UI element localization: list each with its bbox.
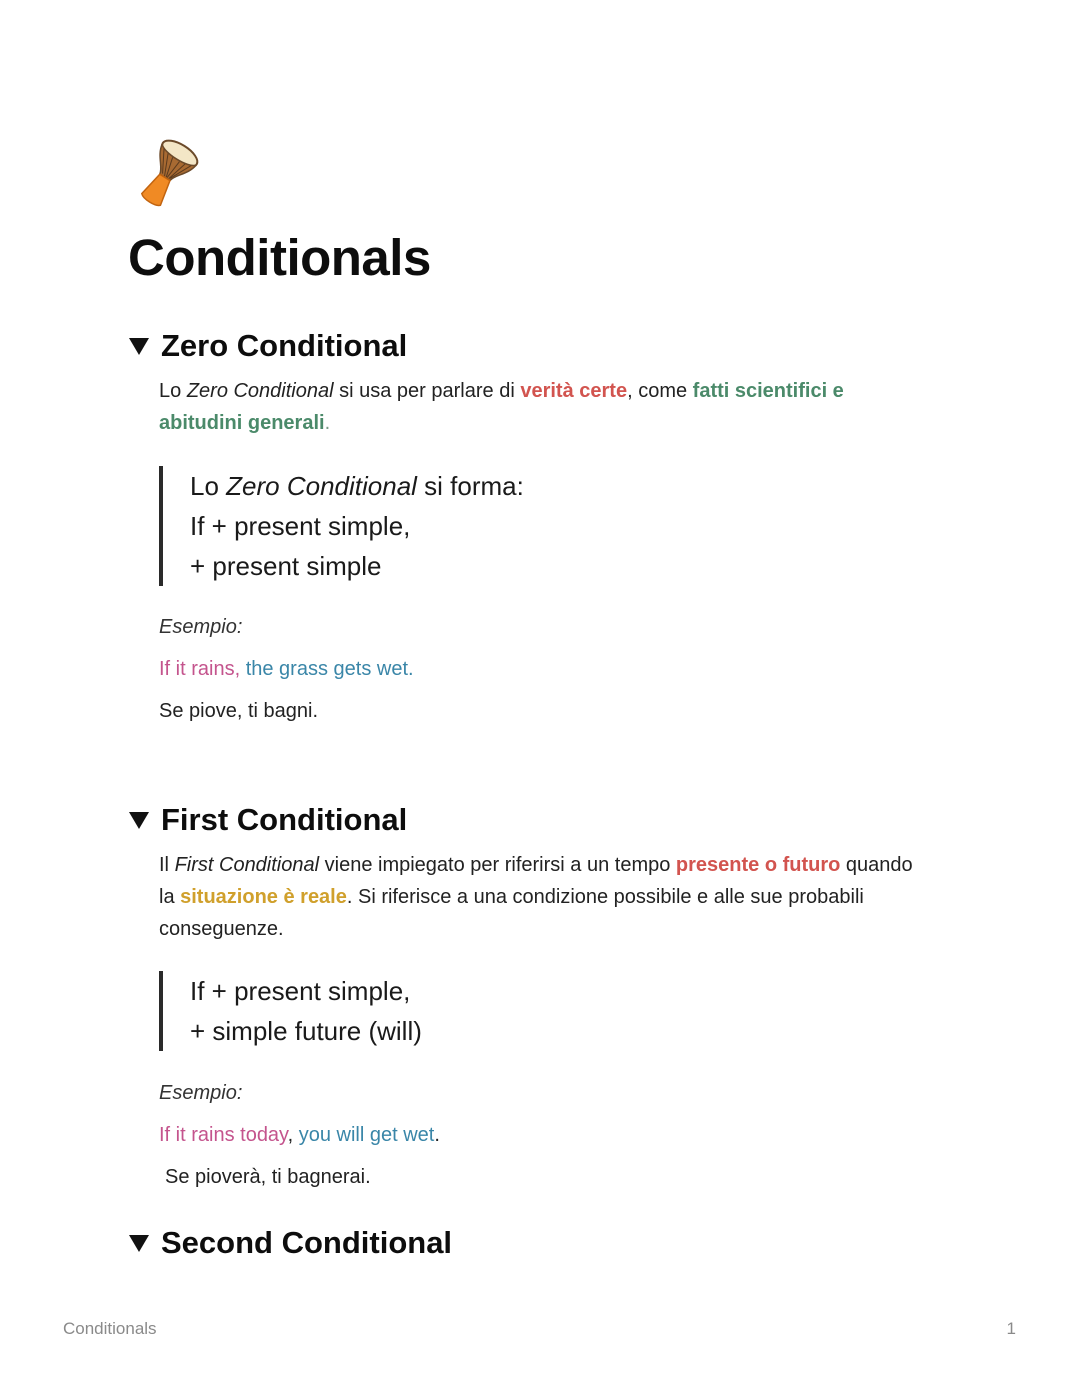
section-header	[128, 1225, 948, 1265]
text: .	[434, 1124, 440, 1146]
section-description	[159, 849, 919, 945]
example-label: Esempio:	[159, 616, 243, 638]
text: , come	[627, 380, 693, 402]
text: Lo	[159, 380, 187, 402]
if-clause: If it rains today	[159, 1124, 288, 1146]
example-label: Esempio:	[159, 1082, 243, 1104]
text: si usa per parlare di	[333, 380, 521, 402]
text: quando la	[159, 854, 913, 908]
if-clause: If it rains,	[159, 658, 241, 680]
text: ,	[287, 1124, 299, 1146]
main-clause: the grass gets wet.	[240, 658, 414, 680]
page-title: Conditionals	[128, 229, 431, 286]
section-title: Second Conditional	[161, 1225, 453, 1260]
formula-line: If + present simple,	[190, 511, 411, 541]
formula-line	[190, 466, 524, 506]
text: si forma:	[416, 471, 524, 501]
footer-doc-title: Conditionals	[63, 1319, 157, 1338]
section-header	[128, 802, 948, 842]
formula-line: If + present simple,	[190, 976, 411, 1006]
formula-quote	[159, 971, 422, 1051]
section-description	[159, 375, 919, 439]
highlight-gold: situazione è reale	[180, 886, 347, 908]
highlight-red: verità certe	[520, 380, 628, 402]
example-translation: Se pioverà, ti bagnerai.	[165, 1166, 371, 1188]
example-sentence	[159, 658, 414, 681]
text: Lo	[190, 471, 227, 501]
section-title: Zero Conditional	[161, 328, 408, 363]
text: Il	[159, 854, 175, 876]
section-header	[128, 328, 948, 368]
term: Zero Conditional	[186, 380, 334, 402]
djembe-drum-icon	[130, 136, 204, 212]
term: First Conditional	[174, 854, 320, 876]
formula-line: + simple future (will)	[190, 1016, 422, 1046]
main-clause: you will get wet	[298, 1124, 435, 1146]
highlight-green: fatti scientifici e abitudini generali	[159, 380, 844, 434]
triangle-down-icon[interactable]	[128, 336, 150, 356]
formula-quote	[159, 466, 524, 586]
section-title: First Conditional	[161, 802, 408, 837]
text: . Si riferisce a una condizione possibile e alle sue probabili conseguenze.	[159, 886, 864, 940]
text: .	[324, 412, 331, 434]
term: Zero Conditional	[226, 471, 417, 501]
example-sentence	[159, 1124, 440, 1147]
triangle-down-icon[interactable]	[128, 1233, 150, 1253]
formula-line: + present simple	[190, 551, 382, 581]
example-translation: Se piove, ti bagni.	[159, 700, 318, 722]
section-zero-conditional	[128, 328, 948, 722]
highlight-red: presente o futuro	[675, 854, 841, 876]
footer-page-number: 1	[1006, 1319, 1016, 1338]
triangle-down-icon[interactable]	[128, 810, 150, 830]
section-first-conditional	[128, 802, 948, 1188]
section-second-conditional	[128, 1225, 948, 1265]
text: viene impiegato per riferirsi a un tempo	[319, 854, 676, 876]
